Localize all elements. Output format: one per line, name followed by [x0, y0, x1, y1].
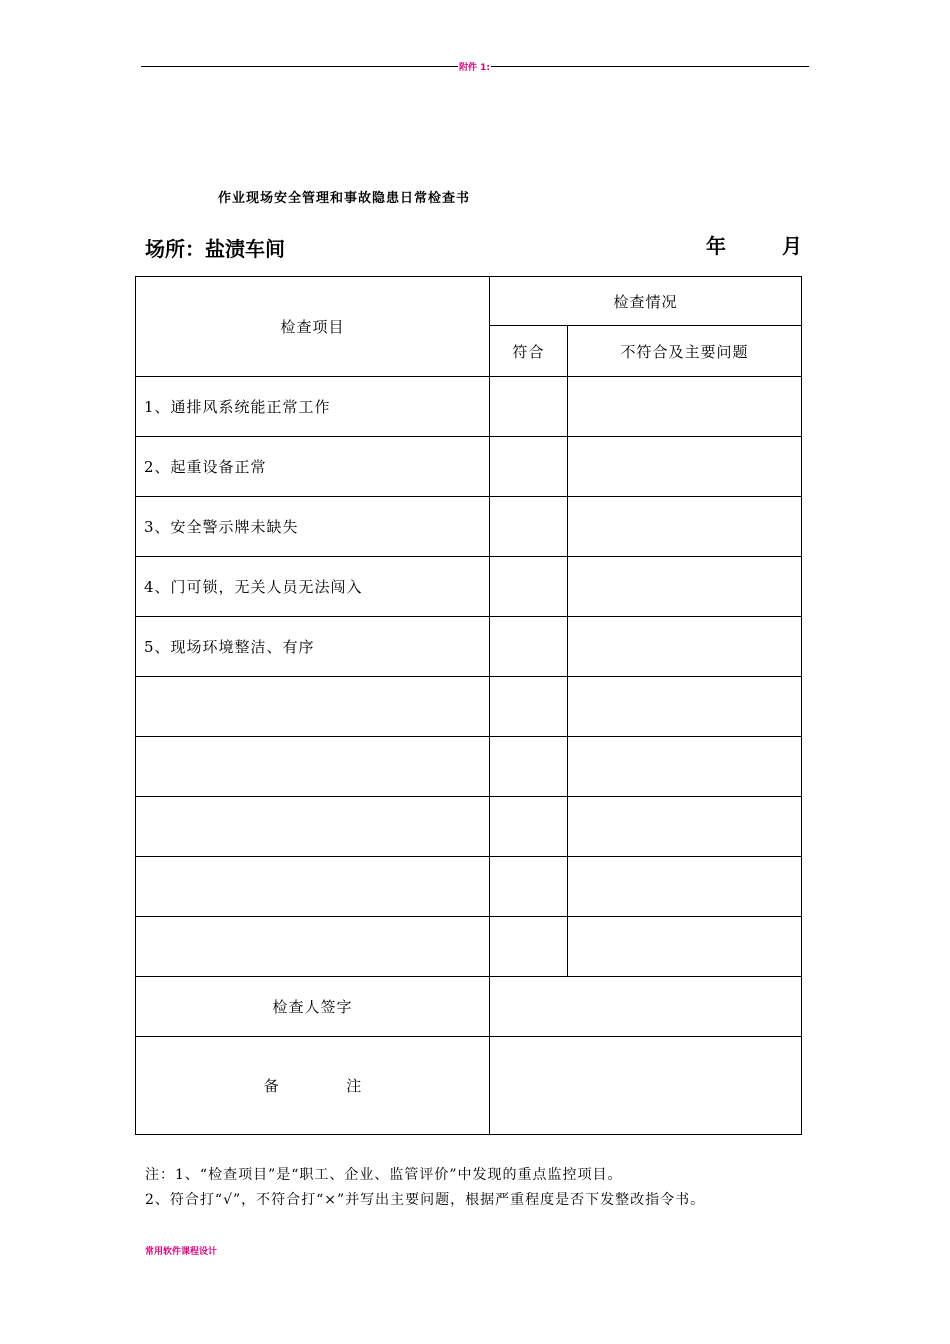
note-line-2: 2、符合打“√”，不符合打“×”并写出主要问题，根据严重程度是否下发整改指令书。 [145, 1192, 706, 1208]
issue-cell[interactable] [568, 617, 802, 677]
footer-text: 常用软件课程设计 [145, 1247, 218, 1257]
table-row [136, 737, 802, 797]
inspector-signature-label: 检查人签字 [136, 977, 490, 1037]
item-label[interactable] [136, 737, 490, 797]
remark-field[interactable] [490, 1037, 802, 1135]
header-noncompliant: 不符合及主要问题 [568, 326, 802, 377]
document-title: 作业现场安全管理和事故隐患日常检查书 [218, 191, 471, 206]
remark-label-a: 备 [263, 1077, 279, 1095]
issue-cell[interactable] [568, 437, 802, 497]
compliant-cell[interactable] [490, 737, 568, 797]
item-label[interactable] [136, 797, 490, 857]
item-label: 4、门可锁，无关人员无法闯入 [136, 557, 490, 617]
year-label: 年 [706, 234, 726, 258]
table-row [136, 857, 802, 917]
table-row [136, 437, 802, 497]
table-row [136, 377, 802, 437]
inspector-signature-field[interactable] [490, 977, 802, 1037]
item-label: 3、安全警示牌未缺失 [136, 497, 490, 557]
remark-label [136, 1037, 490, 1135]
compliant-cell[interactable] [490, 917, 568, 977]
compliant-cell[interactable] [490, 797, 568, 857]
issue-cell[interactable] [568, 737, 802, 797]
item-label: 5、现场环境整洁、有序 [136, 617, 490, 677]
header-check-item: 检查项目 [136, 277, 490, 377]
inspection-table [135, 276, 802, 1135]
issue-cell[interactable] [568, 677, 802, 737]
table-row [136, 557, 802, 617]
compliant-cell[interactable] [490, 557, 568, 617]
remark-label-b: 注 [346, 1077, 362, 1095]
month-label: 月 [782, 234, 802, 258]
item-label[interactable] [136, 677, 490, 737]
compliant-cell[interactable] [490, 377, 568, 437]
item-label[interactable] [136, 917, 490, 977]
compliant-cell[interactable] [490, 677, 568, 737]
table-row [136, 677, 802, 737]
item-label: 1、通排风系统能正常工作 [136, 377, 490, 437]
issue-cell[interactable] [568, 497, 802, 557]
item-label[interactable] [136, 857, 490, 917]
note-line-1: 注：1、“检查项目”是“职工、企业、监管评价”中发现的重点监控项目。 [145, 1167, 623, 1183]
attachment-tag: 附件 1: [458, 60, 491, 73]
issue-cell[interactable] [568, 917, 802, 977]
issue-cell[interactable] [568, 797, 802, 857]
header-check-status: 检查情况 [490, 277, 802, 326]
table-row [136, 797, 802, 857]
issue-cell[interactable] [568, 377, 802, 437]
compliant-cell[interactable] [490, 497, 568, 557]
notes [145, 1163, 705, 1213]
issue-cell[interactable] [568, 557, 802, 617]
item-label: 2、起重设备正常 [136, 437, 490, 497]
table-row [136, 917, 802, 977]
compliant-cell[interactable] [490, 437, 568, 497]
table-row [136, 617, 802, 677]
issue-cell[interactable] [568, 857, 802, 917]
place-label: 场所：盐渍车间 [145, 237, 285, 261]
compliant-cell[interactable] [490, 617, 568, 677]
table-row [136, 497, 802, 557]
compliant-cell[interactable] [490, 857, 568, 917]
header-compliant: 符合 [490, 326, 568, 377]
